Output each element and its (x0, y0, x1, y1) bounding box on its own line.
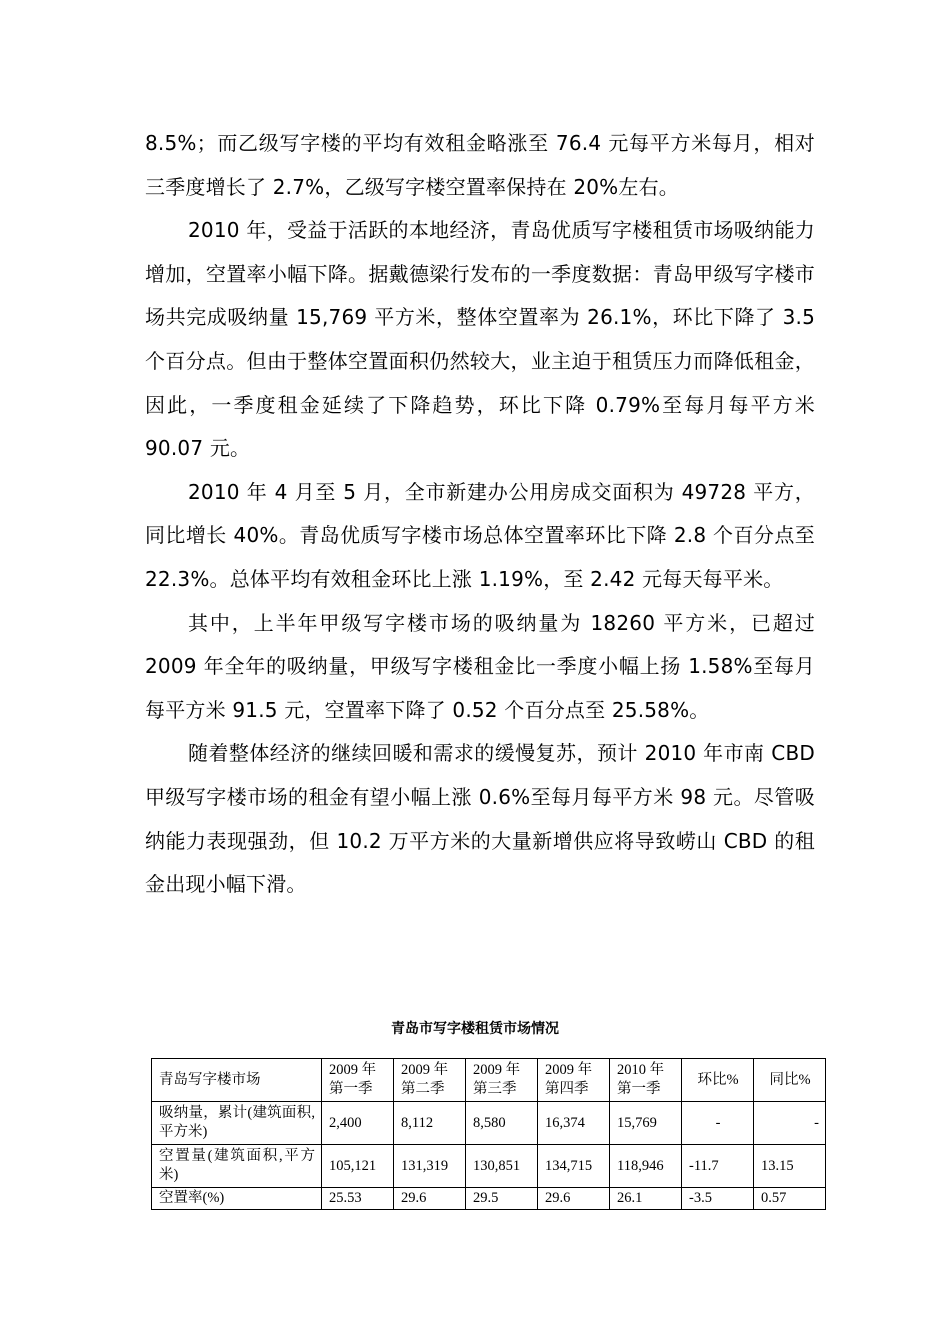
table-cell: 8,112 (394, 1102, 466, 1145)
table-cell: 134,715 (538, 1145, 610, 1188)
table-cell: 130,851 (466, 1145, 538, 1188)
table-cell: 2,400 (322, 1102, 394, 1145)
table-cell: 16,374 (538, 1102, 610, 1145)
header-cell: 环比% (682, 1059, 754, 1102)
table-cell: - (754, 1102, 826, 1145)
table-header-row (152, 1059, 826, 1102)
table-cell: 29.6 (538, 1188, 610, 1210)
paragraph: 随着整体经济的继续回暖和需求的缓慢复苏，预计 2010 年市南 CBD 甲级写字楼市场的租金有望小幅上涨 0.6%至每月每平方米 98 元。尽管吸纳能力表现强劲，但 10.2 万平方米的大量新增供应将导致崂山 CBD 的租金出现小幅下滑。 (145, 741, 815, 897)
table-cell: 15,769 (610, 1102, 682, 1145)
row-label: 吸纳量，累计(建筑面积,平方米) (152, 1102, 322, 1145)
table-cell: 0.57 (754, 1188, 826, 1210)
market-table (151, 1058, 826, 1210)
table-cell: -3.5 (682, 1188, 754, 1210)
table-cell: -11.7 (682, 1145, 754, 1188)
header-cell: 2009 年第二季 (394, 1059, 466, 1102)
header-cell: 同比% (754, 1059, 826, 1102)
table-row (152, 1145, 826, 1188)
table-row (152, 1188, 826, 1210)
header-cell: 2009 年第四季 (538, 1059, 610, 1102)
table-cell: 8,580 (466, 1102, 538, 1145)
table-cell: 118,946 (610, 1145, 682, 1188)
paragraph: 其中，上半年甲级写字楼市场的吸纳量为 18260 平方米，已超过 2009 年全年的吸纳量，甲级写字楼租金比一季度小幅上扬 1.58%至每月每平方米 91.5 元，空置率下降了 0.52 个百分点至 25.58%。 (145, 610, 815, 722)
table-row (152, 1102, 826, 1145)
header-cell: 青岛写字楼市场 (152, 1059, 322, 1102)
header-cell: 2010 年第一季 (610, 1059, 682, 1102)
body-text (145, 122, 815, 907)
table-title: 青岛市写字楼租赁市场情况 (391, 1021, 559, 1037)
table-cell: 29.6 (394, 1188, 466, 1210)
table-cell: 13.15 (754, 1145, 826, 1188)
row-label: 空置量(建筑面积,平方米) (152, 1145, 322, 1188)
paragraph: 2010 年 4 月至 5 月，全市新建办公用房成交面积为 49728 平方，同比增长 40%。青岛优质写字楼市场总体空置率环比下降 2.8 个百分点至 22.3%。总体平均有效租金环比上涨 1.19%，至 2.42 元每天每平米。 (145, 479, 815, 591)
paragraph: 8.5%；而乙级写字楼的平均有效租金略涨至 76.4 元每平方米每月，相对三季度增长了 2.7%，乙级写字楼空置率保持在 20%左右。 (145, 131, 815, 199)
table-cell: 29.5 (466, 1188, 538, 1210)
table-cell: 105,121 (322, 1145, 394, 1188)
table-cell: 25.53 (322, 1188, 394, 1210)
table-cell: 26.1 (610, 1188, 682, 1210)
paragraph: 2010 年，受益于活跃的本地经济，青岛优质写字楼租赁市场吸纳能力增加，空置率小幅下降。据戴德梁行发布的一季度数据：青岛甲级写字楼市场共完成吸纳量 15,769 平方米，整体空置率为 26.1%，环比下降了 3.5 个百分点。但由于整体空置面积仍然较大，业主迫于租赁压力而降低租金，因此，一季度租金延续了下降趋势，环比下降 0.79%至每月每平方米 90.07 元。 (145, 218, 815, 461)
table-cell: 131,319 (394, 1145, 466, 1188)
header-cell: 2009 年第一季 (322, 1059, 394, 1102)
table-cell: - (682, 1102, 754, 1145)
header-cell: 2009 年第三季 (466, 1059, 538, 1102)
row-label: 空置率(%) (152, 1188, 322, 1210)
